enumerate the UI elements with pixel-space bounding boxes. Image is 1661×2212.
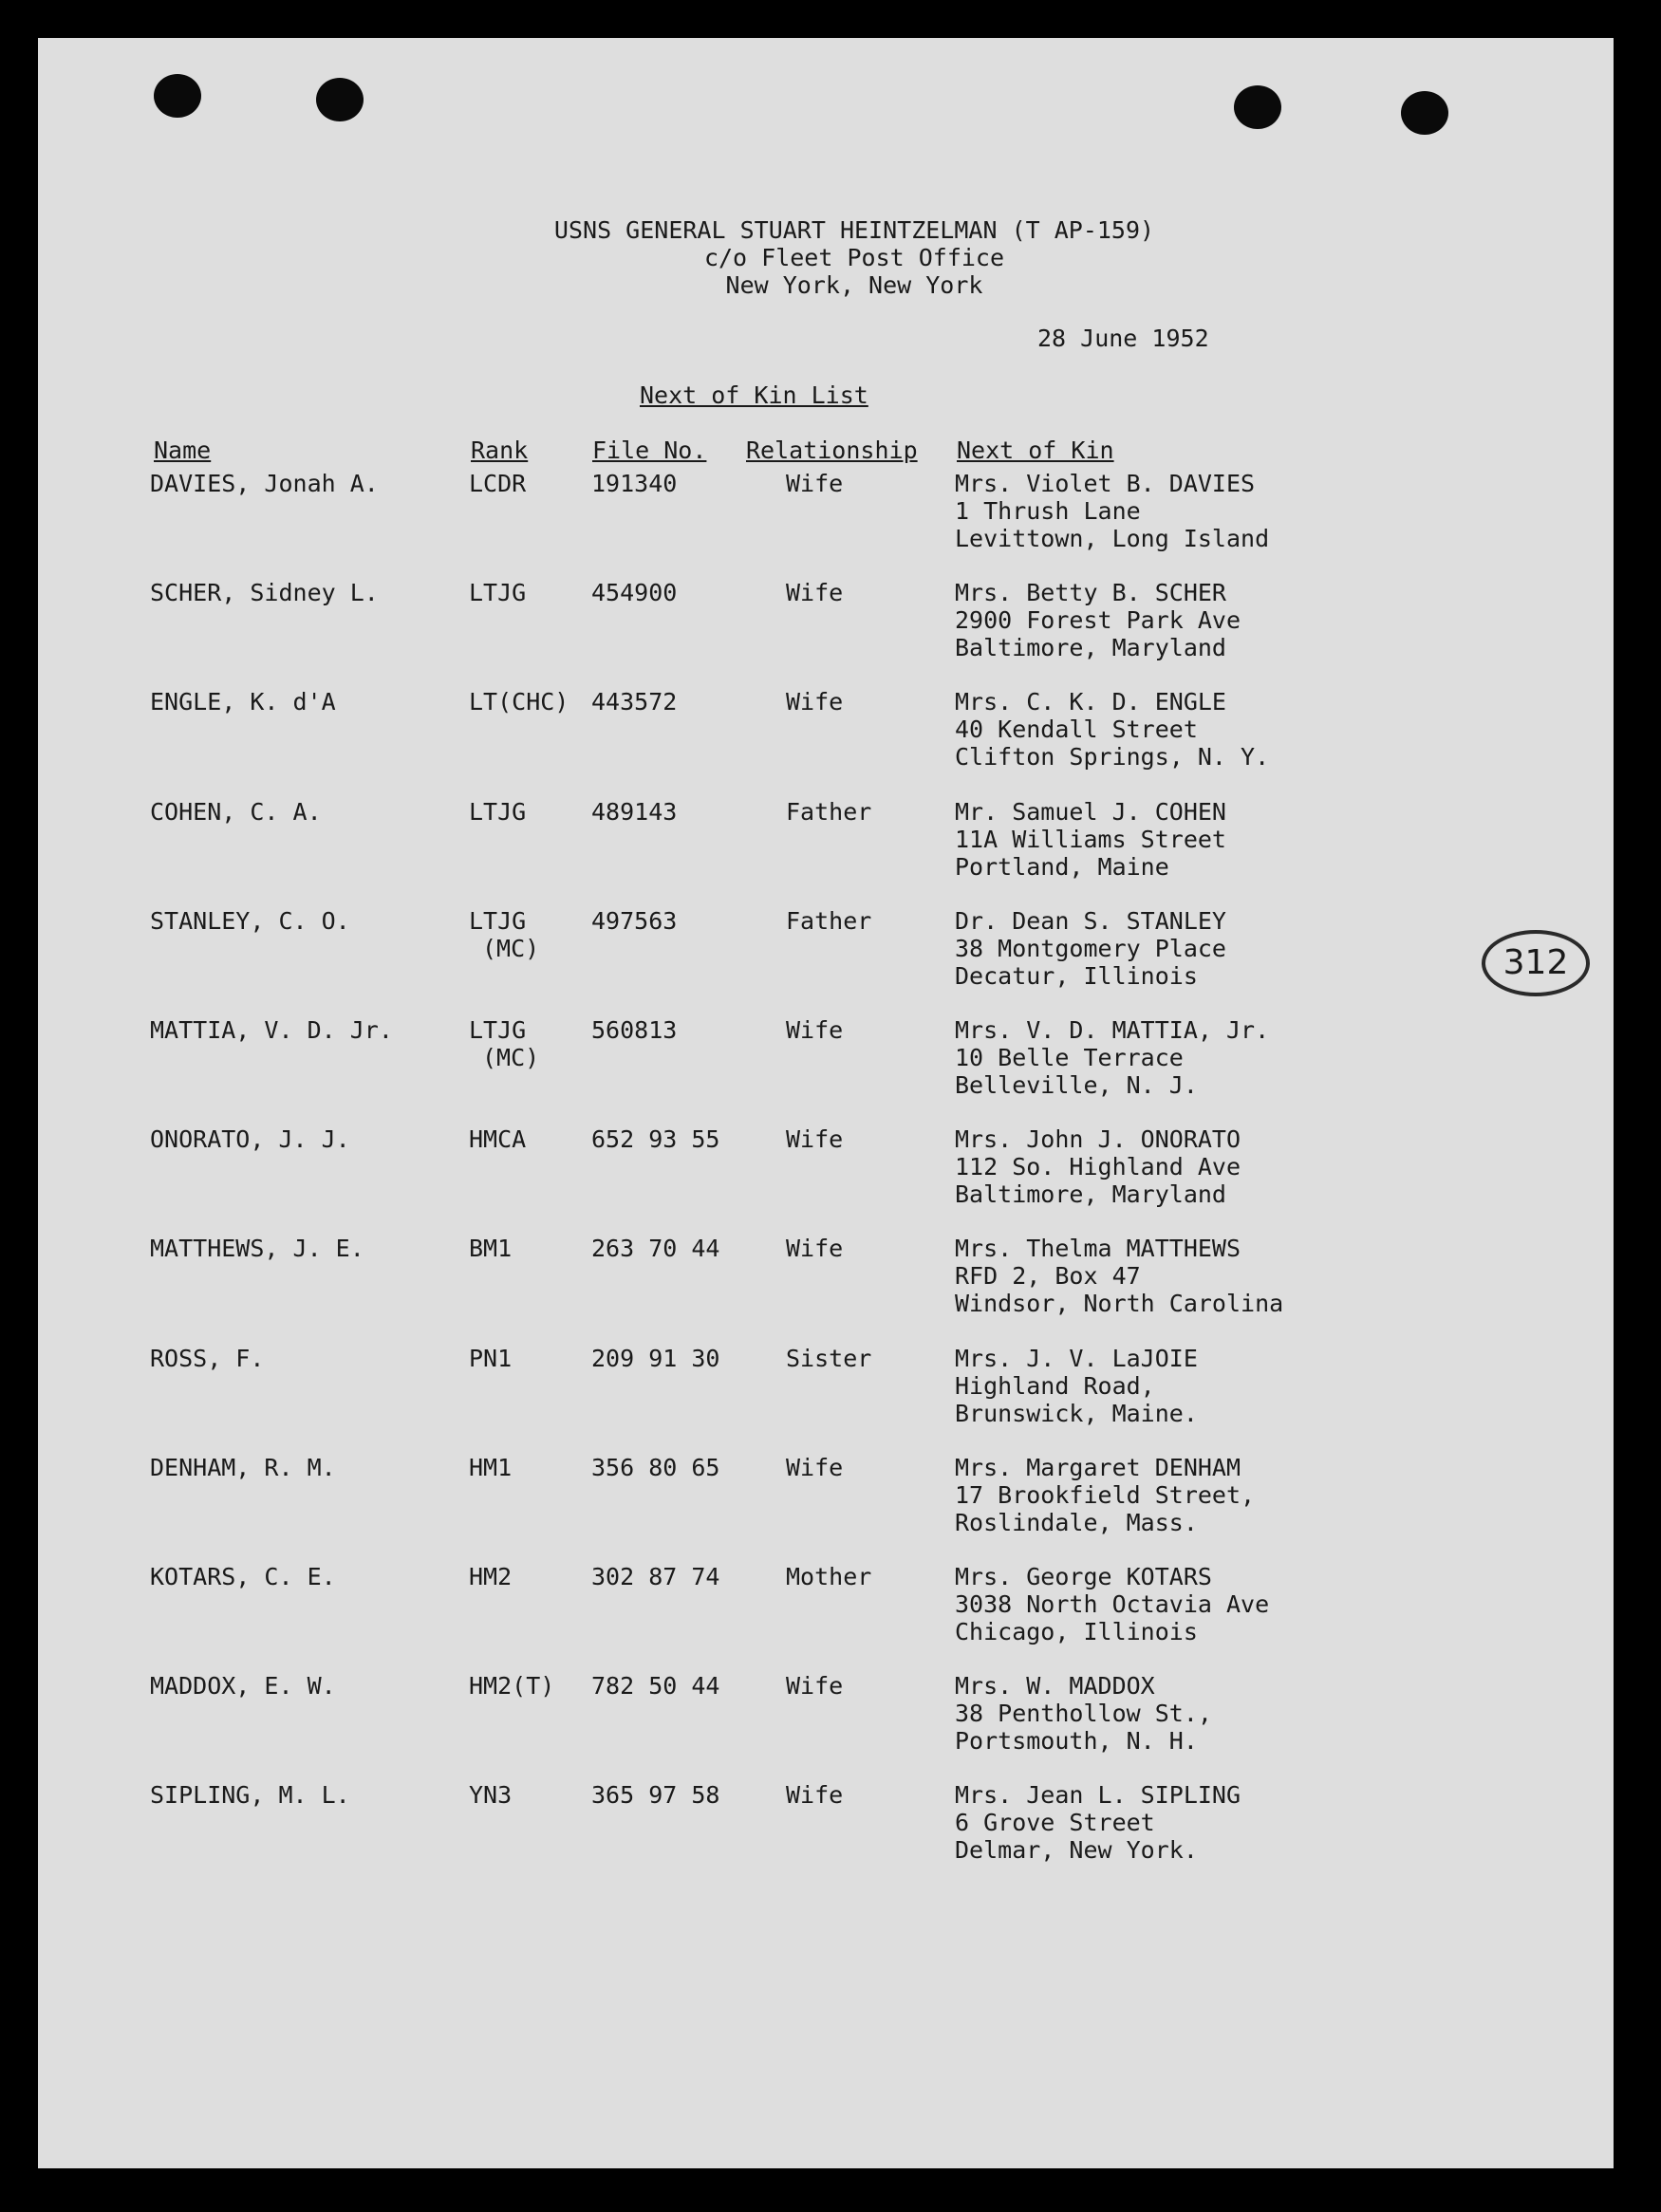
next-of-kin-line: 2900 Forest Park Ave — [955, 606, 1241, 634]
member-name: SIPLING, M. L. — [150, 1781, 350, 1809]
member-rank: HM2(T) — [469, 1672, 555, 1700]
member-name: ROSS, F. — [150, 1345, 265, 1372]
relationship: Wife — [786, 1454, 844, 1481]
next-of-kin-line: Mr. Samuel J. COHEN — [955, 798, 1226, 826]
page-number-stamp: 312 — [1482, 930, 1590, 996]
next-of-kin-line: 6 Grove Street — [955, 1809, 1155, 1836]
next-of-kin-line: RFD 2, Box 47 — [955, 1262, 1141, 1290]
member-file-no: 209 91 30 — [591, 1345, 720, 1372]
member-rank: HM1 — [469, 1454, 513, 1481]
member-file-no: 489143 — [591, 798, 678, 826]
ship-name: USNS GENERAL STUART HEINTZELMAN (T AP-159) — [553, 216, 1155, 244]
member-name: MATTIA, V. D. Jr. — [150, 1016, 393, 1044]
document-date: 28 June 1952 — [1037, 325, 1209, 352]
member-rank: HMCA — [469, 1125, 527, 1153]
member-name: ONORATO, J. J. — [150, 1125, 350, 1153]
member-file-no: 454900 — [591, 579, 678, 606]
member-name: MADDOX, E. W. — [150, 1672, 336, 1700]
member-file-no: 497563 — [591, 907, 678, 935]
relationship: Mother — [786, 1563, 872, 1590]
next-of-kin-line: Dr. Dean S. STANLEY — [955, 907, 1226, 935]
relationship: Wife — [786, 1235, 844, 1262]
punch-hole — [316, 78, 364, 121]
punch-hole — [1401, 91, 1448, 135]
next-of-kin-line: 40 Kendall Street — [955, 716, 1198, 743]
next-of-kin-line: 10 Belle Terrace — [955, 1044, 1184, 1071]
document-page — [38, 38, 1614, 2168]
next-of-kin-line: Clifton Springs, N. Y. — [955, 743, 1270, 771]
next-of-kin-line: Mrs. John J. ONORATO — [955, 1125, 1241, 1153]
next-of-kin-line: Mrs. J. V. LaJOIE — [955, 1345, 1198, 1372]
punch-hole — [154, 74, 201, 118]
next-of-kin-line: 38 Penthollow St., — [955, 1700, 1212, 1727]
member-name: COHEN, C. A. — [150, 798, 322, 826]
relationship: Wife — [786, 1016, 844, 1044]
next-of-kin-line: Baltimore, Maryland — [955, 634, 1226, 661]
next-of-kin-line: Chicago, Illinois — [955, 1618, 1198, 1645]
next-of-kin-line: Portsmouth, N. H. — [955, 1727, 1198, 1755]
member-name: KOTARS, C. E. — [150, 1563, 336, 1590]
next-of-kin-line: Portland, Maine — [955, 853, 1169, 881]
next-of-kin-line: Roslindale, Mass. — [955, 1509, 1198, 1536]
column-header-next-of-kin: Next of Kin — [957, 437, 1114, 464]
member-rank: YN3 — [469, 1781, 513, 1809]
member-name: SCHER, Sidney L. — [150, 579, 379, 606]
next-of-kin-line: Windsor, North Carolina — [955, 1290, 1284, 1317]
next-of-kin-line: 38 Montgomery Place — [955, 935, 1226, 962]
member-rank: LCDR — [469, 470, 527, 497]
member-file-no: 356 80 65 — [591, 1454, 720, 1481]
relationship: Sister — [786, 1345, 872, 1372]
column-header-name: Name — [154, 437, 212, 464]
member-file-no: 191340 — [591, 470, 678, 497]
next-of-kin-line: 3038 North Octavia Ave — [955, 1590, 1270, 1618]
next-of-kin-line: Mrs. Betty B. SCHER — [955, 579, 1226, 606]
member-rank: BM1 — [469, 1235, 513, 1262]
next-of-kin-line: 1 Thrush Lane — [955, 497, 1141, 525]
relationship: Wife — [786, 470, 844, 497]
member-name: MATTHEWS, J. E. — [150, 1235, 364, 1262]
member-file-no: 560813 — [591, 1016, 678, 1044]
next-of-kin-line: Decatur, Illinois — [955, 962, 1198, 990]
member-name: STANLEY, C. O. — [150, 907, 350, 935]
next-of-kin-line: Brunswick, Maine. — [955, 1400, 1198, 1427]
ship-city: New York, New York — [725, 271, 983, 299]
relationship: Wife — [786, 579, 844, 606]
next-of-kin-line: Mrs. W. MADDOX — [955, 1672, 1155, 1700]
column-header-relationship: Relationship — [746, 437, 918, 464]
member-rank: LTJG — [469, 798, 527, 826]
member-rank: LTJG — [469, 579, 527, 606]
list-title: Next of Kin List — [640, 381, 868, 409]
member-rank: PN1 — [469, 1345, 513, 1372]
next-of-kin-line: Mrs. George KOTARS — [955, 1563, 1212, 1590]
next-of-kin-line: Delmar, New York. — [955, 1836, 1198, 1864]
fleet-post-office: c/o Fleet Post Office — [703, 244, 1005, 271]
member-file-no: 782 50 44 — [591, 1672, 720, 1700]
punch-hole — [1234, 85, 1281, 129]
member-file-no: 365 97 58 — [591, 1781, 720, 1809]
member-rank: LTJG — [469, 1016, 527, 1044]
member-file-no: 263 70 44 — [591, 1235, 720, 1262]
relationship: Father — [786, 907, 872, 935]
relationship: Wife — [786, 1672, 844, 1700]
member-name: DAVIES, Jonah A. — [150, 470, 379, 497]
member-rank-corps: (MC) — [482, 935, 540, 962]
next-of-kin-line: Mrs. Margaret DENHAM — [955, 1454, 1241, 1481]
next-of-kin-line: 17 Brookfield Street, — [955, 1481, 1256, 1509]
next-of-kin-line: Levittown, Long Island — [955, 525, 1270, 552]
next-of-kin-line: 112 So. Highland Ave — [955, 1153, 1241, 1180]
member-rank: LT(CHC) — [469, 688, 569, 716]
next-of-kin-line: Highland Road, — [955, 1372, 1155, 1400]
member-rank: HM2 — [469, 1563, 513, 1590]
next-of-kin-line: Mrs. V. D. MATTIA, Jr. — [955, 1016, 1270, 1044]
column-header-file-no: File No. — [592, 437, 707, 464]
next-of-kin-line: Mrs. Thelma MATTHEWS — [955, 1235, 1241, 1262]
next-of-kin-line: 11A Williams Street — [955, 826, 1226, 853]
relationship: Wife — [786, 688, 844, 716]
relationship: Wife — [786, 1781, 844, 1809]
next-of-kin-line: Mrs. C. K. D. ENGLE — [955, 688, 1226, 716]
next-of-kin-line: Baltimore, Maryland — [955, 1180, 1226, 1208]
member-file-no: 652 93 55 — [591, 1125, 720, 1153]
next-of-kin-line: Belleville, N. J. — [955, 1071, 1198, 1099]
relationship: Wife — [786, 1125, 844, 1153]
member-rank-corps: (MC) — [482, 1044, 540, 1071]
relationship: Father — [786, 798, 872, 826]
next-of-kin-line: Mrs. Jean L. SIPLING — [955, 1781, 1241, 1809]
member-file-no: 443572 — [591, 688, 678, 716]
member-file-no: 302 87 74 — [591, 1563, 720, 1590]
column-header-rank: Rank — [471, 437, 529, 464]
next-of-kin-line: Mrs. Violet B. DAVIES — [955, 470, 1256, 497]
member-rank: LTJG — [469, 907, 527, 935]
member-name: DENHAM, R. M. — [150, 1454, 336, 1481]
member-name: ENGLE, K. d'A — [150, 688, 336, 716]
